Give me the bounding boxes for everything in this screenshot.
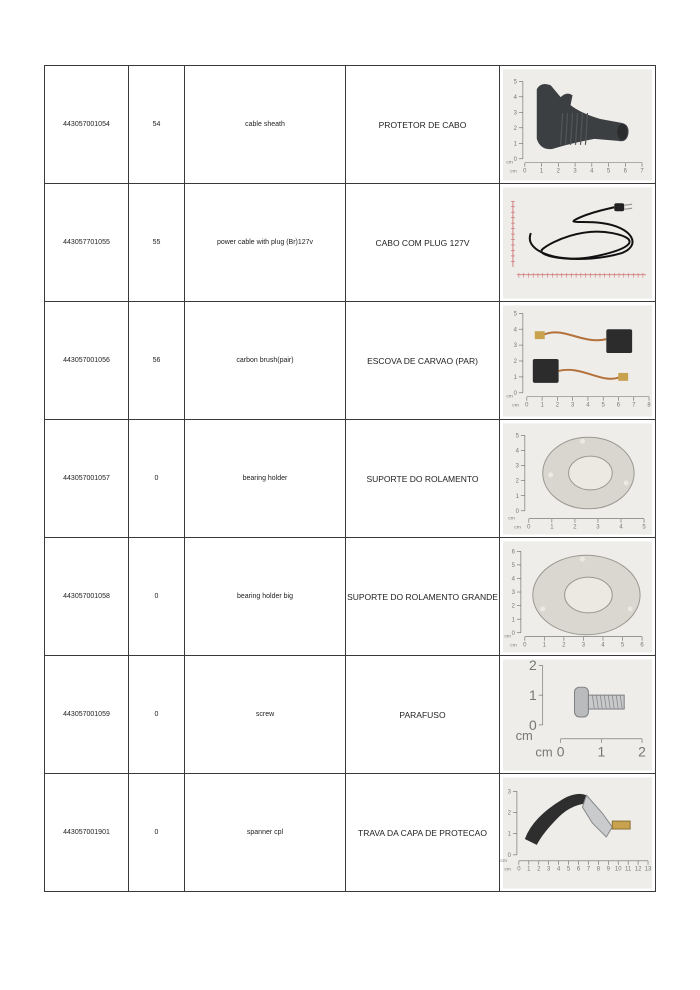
ruler-tick-label: 6 (623, 168, 627, 175)
ruler-tick-label: 2 (638, 743, 646, 760)
ruler-tick-label: 5 (601, 402, 605, 409)
ruler-tick-label: 1 (513, 140, 517, 147)
table-row (45, 774, 656, 892)
ruler-tick-label: 1 (540, 402, 544, 409)
ruler-tick-label: 4 (586, 402, 590, 409)
table-row (45, 184, 656, 302)
ruler-tick-label: 11 (625, 866, 632, 873)
ruler-tick-label: 0 (511, 630, 515, 637)
ruler-tick-label: 4 (513, 326, 517, 333)
part-position: 0 (129, 774, 185, 892)
part-name-pt: SUPORTE DO ROLAMENTO GRANDE (346, 538, 500, 656)
ruler-tick-label: 1 (511, 616, 515, 623)
table-row (45, 66, 656, 184)
table-row (45, 302, 656, 420)
bearing-holder-big-icon (533, 555, 640, 634)
ruler-tick-label: 2 (513, 125, 517, 132)
ruler-tick-label: 1 (597, 743, 606, 760)
part-name-pt: PARAFUSO (346, 656, 500, 774)
part-photo-cell (500, 538, 656, 656)
part-name-en: bearing holder (185, 420, 346, 538)
part-position: 0 (129, 656, 185, 774)
ruler-tick-label: 3 (571, 402, 575, 409)
part-name-pt: SUPORTE DO ROLAMENTO (346, 420, 500, 538)
ruler-unit: cm (510, 643, 517, 649)
ruler-tick-label: 5 (511, 562, 515, 569)
ruler-tick-label: 6 (640, 642, 644, 649)
ruler-tick-label: 5 (513, 310, 517, 317)
ruler-unit: cm (510, 169, 517, 175)
ruler-tick-label: 0 (527, 524, 531, 531)
table-row (45, 420, 656, 538)
part-position: 56 (129, 302, 185, 420)
part-name-en: screw (185, 656, 346, 774)
ruler-tick-label: 1 (513, 374, 517, 381)
part-photo-cell (500, 184, 656, 302)
table-row (45, 538, 656, 656)
part-code: 443057001059 (45, 656, 129, 774)
ruler-tick-label: 4 (601, 642, 605, 649)
ruler-tick-label: 5 (642, 524, 646, 531)
part-photo-cell (500, 66, 656, 184)
part-name-pt: ESCOVA DE CARVAO (PAR) (346, 302, 500, 420)
ruler-tick-label: 3 (547, 866, 551, 873)
ruler-tick-label: 2 (573, 524, 577, 531)
part-photo-cell (500, 656, 656, 774)
ruler-tick-label: 1 (515, 493, 519, 500)
ruler-tick-label: 5 (566, 866, 571, 873)
ruler-unit: cm (506, 394, 513, 400)
ruler-tick-label: 2 (562, 642, 566, 649)
part-name-en: bearing holder big (185, 538, 346, 656)
ruler-tick-label: 3 (513, 342, 517, 349)
ruler-unit: cm (504, 634, 511, 640)
carbon-brush-photo (503, 305, 652, 417)
ruler-tick-label: 4 (515, 447, 519, 454)
ruler-tick-label: 0 (556, 743, 565, 760)
ruler-tick-label: 6 (576, 866, 581, 873)
ruler-tick-label: 5 (620, 642, 625, 649)
ruler-tick-label: 1 (542, 642, 547, 649)
part-position: 55 (129, 184, 185, 302)
ruler-tick-label: 2 (555, 402, 560, 409)
ruler-tick-label: 9 (606, 866, 610, 873)
part-code: 443057701055 (45, 184, 129, 302)
ruler-tick-label: 3 (573, 168, 577, 175)
ruler-unit: cm (508, 516, 515, 522)
ruler-tick-label: 5 (606, 168, 611, 175)
ruler-tick-label: 1 (507, 831, 511, 838)
ruler-tick-label: 0 (507, 852, 511, 859)
ruler-tick-label: 1 (529, 686, 537, 703)
ruler-tick-label: 6 (511, 548, 515, 555)
part-code: 443057001901 (45, 774, 129, 892)
part-code: 443057001058 (45, 538, 129, 656)
part-position: 0 (129, 538, 185, 656)
ruler-tick-label: 7 (632, 402, 636, 409)
part-photo-cell (500, 420, 656, 538)
ruler-tick-label: 1 (550, 524, 554, 531)
part-name-pt: CABO COM PLUG 127V (346, 184, 500, 302)
ruler-tick-label: 8 (647, 402, 651, 409)
part-name-en: cable sheath (185, 66, 346, 184)
ruler-unit: cm (506, 160, 513, 166)
screw-photo (503, 656, 652, 771)
ruler-tick-label: 4 (590, 168, 594, 175)
table-row (45, 656, 656, 774)
ruler-tick-label: 4 (556, 866, 561, 873)
power-cable-photo (503, 187, 652, 299)
ruler-tick-label: 3 (507, 788, 511, 795)
ruler-tick-label: 0 (523, 168, 527, 175)
part-photo-cell (500, 774, 656, 892)
ruler-tick-label: 10 (614, 866, 622, 873)
ruler-unit: cm (512, 403, 519, 409)
ruler-tick-label: 0 (523, 642, 527, 649)
ruler-tick-label: 2 (537, 866, 541, 873)
ruler-tick-label: 2 (511, 603, 515, 610)
ruler-tick-label: 5 (513, 78, 517, 85)
ruler-tick-label: 7 (586, 866, 591, 873)
part-position: 54 (129, 66, 185, 184)
ruler-tick-label: 7 (640, 168, 644, 175)
part-name-en: power cable with plug (Br)127v (185, 184, 346, 302)
ruler-tick-label: 3 (581, 642, 586, 649)
ruler-tick-label: 2 (556, 168, 560, 175)
ruler-tick-label: 0 (513, 156, 517, 163)
ruler-tick-label: 8 (596, 866, 601, 873)
ruler-tick-label: 2 (507, 810, 511, 817)
ruler-tick-label: 3 (511, 589, 515, 596)
part-code: 443057001054 (45, 66, 129, 184)
ruler-tick-label: 3 (515, 463, 519, 470)
ruler-tick-label: 1 (527, 866, 531, 873)
part-name-en: spanner cpl (185, 774, 346, 892)
ruler-unit: cm (535, 744, 553, 760)
spanner-photo (500, 777, 652, 889)
ruler-tick-label: 3 (513, 109, 517, 116)
ruler-tick-label: 13 (644, 866, 652, 873)
bearing-holder-photo (503, 423, 652, 535)
ruler-tick-label: 4 (513, 94, 517, 101)
ruler-tick-label: 6 (616, 402, 621, 409)
part-name-pt: PROTETOR DE CABO (346, 66, 500, 184)
ruler-tick-label: 5 (515, 432, 519, 439)
ruler-unit: cm (514, 525, 521, 531)
ruler-tick-label: 0 (515, 508, 519, 515)
ruler-tick-label: 4 (619, 524, 623, 531)
part-name-pt: TRAVA DA CAPA DE PROTECAO (346, 774, 500, 892)
ruler-tick-label: 12 (634, 866, 642, 873)
ruler-unit: cm (500, 858, 507, 864)
part-code: 443057001056 (45, 302, 129, 420)
ruler-tick-label: 3 (596, 524, 600, 531)
ruler-unit: cm (515, 727, 533, 743)
ruler-unit: cm (504, 867, 511, 873)
ruler-tick-label: 2 (529, 656, 537, 673)
part-code: 443057001057 (45, 420, 129, 538)
parts-table (44, 65, 656, 892)
ruler-tick-label: 1 (539, 168, 544, 175)
bearing-holder-big-photo (503, 541, 652, 653)
ruler-tick-label: 0 (513, 390, 517, 397)
part-name-en: carbon brush(pair) (185, 302, 346, 420)
part-photo-cell (500, 302, 656, 420)
ruler-tick-label: 2 (515, 478, 519, 485)
ruler-tick-label: 0 (517, 866, 521, 873)
part-position: 0 (129, 420, 185, 538)
ruler-tick-label: 0 (529, 716, 537, 733)
ruler-tick-label: 2 (513, 358, 517, 365)
bearing-holder-icon (543, 437, 634, 509)
ruler-tick-label: 4 (511, 576, 515, 583)
cable-sheath-photo (503, 69, 652, 181)
ruler-tick-label: 0 (525, 402, 529, 409)
